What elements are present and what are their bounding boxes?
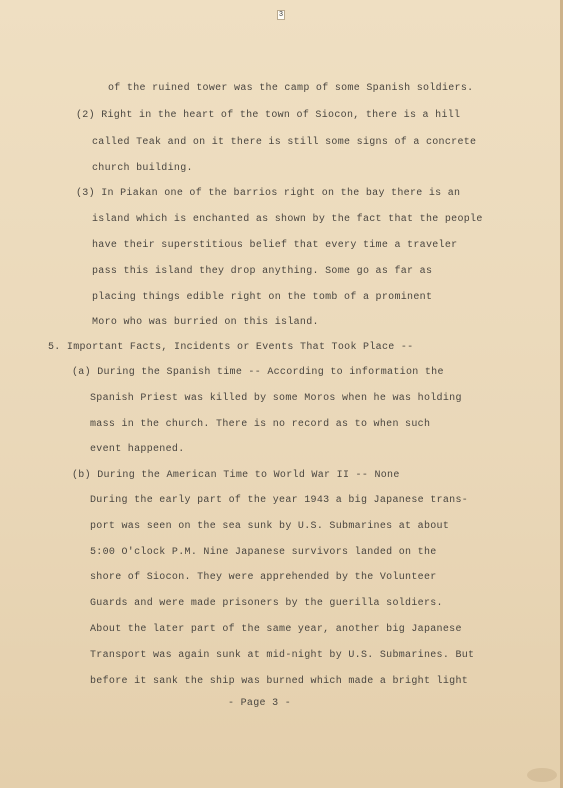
text-line: have their superstitious belief that every time a traveler: [92, 240, 458, 251]
text-line: mass in the church. There is no record as to when such: [90, 419, 431, 430]
text-line: before it sank the ship was burned which made a bright light: [90, 676, 469, 687]
text-line: island which is enchanted as shown by the fact that the people: [92, 214, 483, 225]
text-line: pass this island they drop anything. Some go as far as: [92, 266, 433, 277]
text-line: About the later part of the same year, another big Japanese: [90, 624, 462, 635]
text-line: event happened.: [90, 444, 185, 455]
text-line: placing things edible right on the tomb of a prominent: [92, 292, 433, 303]
text-line: (b) During the American Time to World War II -- None: [72, 470, 400, 481]
text-line: shore of Siocon. They were apprehended by the Volunteer: [90, 572, 437, 583]
page-number-footer: - Page 3 -: [228, 698, 292, 709]
page-corner-mark: 3: [278, 11, 284, 19]
text-line: Guards and were made prisoners by the guerilla soldiers.: [90, 598, 443, 609]
text-line: 5:00 O'clock P.M. Nine Japanese survivors landed on the: [90, 547, 437, 558]
text-line: church building.: [92, 163, 193, 174]
text-line: (a) During the Spanish time -- According to information the: [72, 367, 444, 378]
text-line: port was seen on the sea sunk by U.S. Submarines at about: [90, 521, 450, 532]
text-line: (2) Right in the heart of the town of Siocon, there is a hill: [76, 110, 461, 121]
text-line: of the ruined tower was the camp of some Spanish soldiers.: [108, 83, 474, 94]
text-line: Transport was again sunk at mid-night by U.S. Submarines. But: [90, 650, 475, 661]
text-line: called Teak and on it there is still some signs of a concrete: [92, 137, 477, 148]
section-heading: 5. Important Facts, Incidents or Events That Took Place --: [48, 342, 414, 353]
text-line: (3) In Piakan one of the barrios right on the bay there is an: [76, 188, 461, 199]
text-line: Moro who was burried on this island.: [92, 317, 319, 328]
paper-stain: [527, 768, 557, 782]
text-line: Spanish Priest was killed by some Moros when he was holding: [90, 393, 462, 404]
text-line: During the early part of the year 1943 a big Japanese trans-: [90, 495, 469, 506]
